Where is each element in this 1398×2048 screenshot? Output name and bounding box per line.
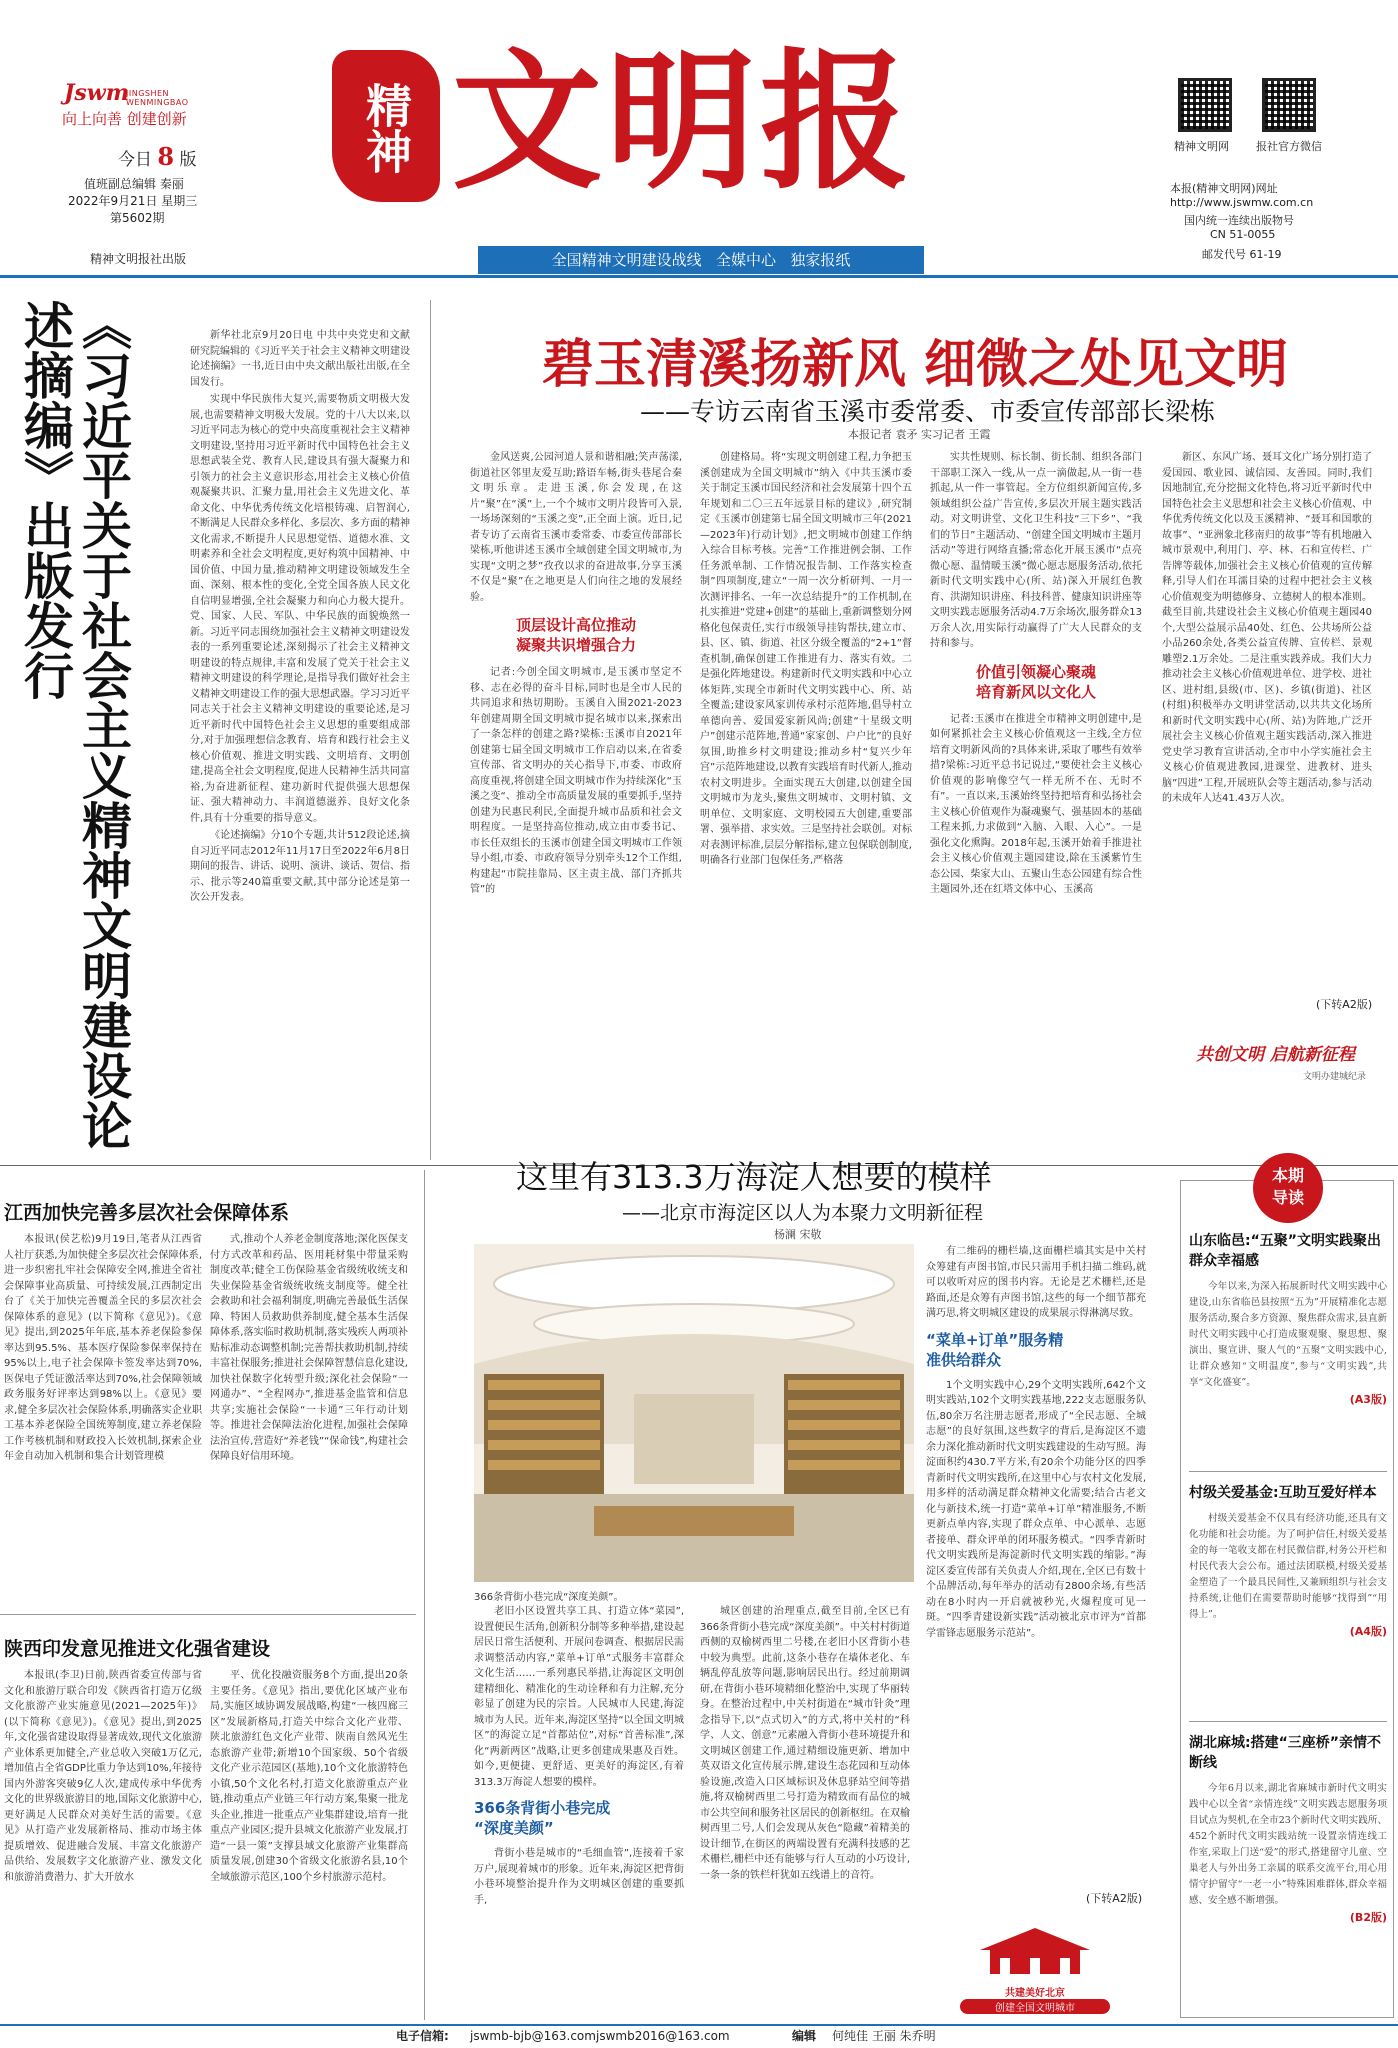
qr-label-website: 精神文明网 [1174,140,1229,153]
jiangxi-col-2: 式,推动个人养老金制度落地;深化医保支付方式改革和药品、医用耗材集中带量采购制度改革;健全工伤保险基金省级统收统支和失业保险基金省级统收统支制度等。健全社会救助和社会福利制度,明确完善最低生活保障、特困人员救助供养制度,健全基本生活保障体系,落实临时救助机制,落实残疾人两项补贴标准动态调整机制;完善帮扶救助机制,持续丰富社保服务;推进社会保障智慧信息化建设,加快社保数字化转型升级;深化社会保险“一网通办”、“全程网办”,推进基金监管和信息共享;实施社会保险“一卡通”三年行动计划等。推进社会保障法治化进程,加强社会保障法治宣传,营造好“养老钱”“保命钱”,构建社会保障良好信用环境。 [210,1234,408,1462]
lead-headline: 碧玉清溪扬新风 细微之处见文明 [541,334,1289,395]
haidian-col-2: 城区创建的治理重点,截至目前,全区已有366条背街小巷完成“深度美颜”。中关村村街道西侧的双榆树西里二号楼,在老旧小区背街小巷中较为典型。此前,这条小巷存在墙体老化、车辆乱停乱放等问题,影响居民出行。经过前期调研,在背街小巷环境精细化整治中,实现了华丽转身。在整治过程中,中关村街道在“城市针灸”理念指导下,以“点式切入”的方式,将中关村的“科学、人文、创意”元素融入背街小巷环境提升和文明城区创建工作,通过精细设施更新、增加中英双语文化宣传展示牌,建设生态花园和互动体验设施,改造入口区域标识及休息驿站空间等措施,将双榆树西里二号打造为精致而有品位的城市公共空间和服务社区居民的创新枢纽。在双榆树西里二号,人们会发现从灰色“隐藏”着精美的设计细节,在街区的两端设置有充满科技感的艺术栅栏,栅栏中还有能够与行人互动的小巧设计,一条一条的铁栏杆犹如五线谱上的音符。 [700,1606,910,1881]
footer-editors: 何纯佳 王丽 朱乔明 [832,2029,936,2043]
lead-col-4: 新区、东风广场、聂耳文化广场分别打造了爱国园、歌业园、诚信园、友善园。同时,我们因地制宜,充分挖掘文化特色,将习近平新时代中国特色社会主义思想和社会主义核心价值观、中华优秀传统文化以及玉溪精神、“聂耳和国歌的故事”、“亚洲象北移南归的故事”等有机地融入城市景观中,利用门、亭、林、石和宣传栏、广告牌等载体,加强社会主义核心价值观的宣传解释,引导人们在耳濡目染的过程中把社会主义核心价值观变为明德修身、立德树人的根本准则。截至目前,共建设社会主义核心价值观主题园40个,大型公益展示品40处、红色、公共场所公益小品260余处,各类公益宣传牌、宣传栏、景观雕塑2.1万余处。二是注重实践养成。我们大力推动社会主义核心价值观进单位、进学校、进社区、进村组,县级(市、区)、乡镇(街道)、社区(村组)积极举办文明讲堂活动,以共共文化场所和新时代文明实践中心(所、站)为阵地,广泛开展社会主义核心价值观主题实践活动,深入推进党史学习教育宣讲活动,全市中小学实施社会主义核心价值观进教园,进课堂、进教材、进头脑”四进”工程,开展班队会等主题活动,参与活动的未成年人达41.43万人次。 [1162,452,1372,804]
website-url[interactable]: http://www.jswmw.com.cn [1170,196,1314,209]
issue-number: 第5602期 [110,211,165,225]
newspaper-logo-small [64,80,234,108]
library-illustration [474,1244,914,1582]
slogan: 向上向善 创建创新 [62,110,187,128]
footer [0,2024,1398,2048]
lead-col-1: 金风送爽,公园河道人景和谐相融;笑声荡漾,街道社区邻里友爱互助;路语车畅,街头巷尾合秦文明乐章。走进玉溪,你会发现,在这片“聚”在“溪”上,一个个城市文明片段皆可入景,一场场深刻的“玉溪之变”,正全面上演。近日,记者专访了云南省玉溪市委常委、市委宣传部部长梁栋,听他讲述玉溪市全域创建全国文明城市,为实现“文明之梦”孜孜以求的奋进故事,分享玉溪不仅是“聚”在之地更是人们向往之地的发展经验。 顶层设计高位推动 凝聚共识增强合力 记者:今创全国文明城市,是玉溪市坚定不移、志在必得的奋斗目标,同时也是全市人民的共同追求和热切期盼。玉溪自入围2021-2023年创建周期全国文明城市提名城市以来,探索出了一条怎样的创建之路?梁栋:玉溪市自2021年创建第七届全国文明城市工作启动以来,在省委宣传部、省文明办的关心指导下,市委、市政府高度重视,将创建全国文明城市作为持续深化“玉溪之变“、推动全市高质量发展的重要抓手,坚持创建为民惠民利民,全面提升城市品质和社会文明程度。一是坚持高位推动,成立由市委书记、市长任双组长的玉溪市创建全国文明城市工作领导小组,市委、市政府领导分别牵头12个工作组,构建起“市院挂靠局、区主责主战、部门齐抓共管”的 [470,452,682,895]
banner: 全国精神文明建设战线 全媒中心 独家报纸 [478,246,924,274]
guide-item-body: 村级关爱基金不仅具有经济功能,还具有文化功能和社会功能。为了呵护信任,村级关爱基金的每一笔收支都在村民微信群,村务公开栏和村民代表大会公布。通过法团联模,村级关爱基金塑造了一个最具民间性,又兼顾组织与社会支持系统,让他们在需要帮助时能够“找得到”“用得上”。 [1189,1513,1387,1620]
today-pages: 今日 8 版 [118,142,197,171]
masthead-rule [0,275,1398,278]
duty-editor: 值班副总编辑 秦丽 [84,177,184,191]
footer-email-1[interactable]: jswmb-bjb@163.com [470,2029,596,2043]
left-story-body: 新华社北京9月20日电 中共中央党史和文献研究院编辑的《习近平关于社会主义精神文明建设论述摘编》一书,近日由中央文献出版社出版,在全国发行。 实现中华民族伟大复兴,需要物质文明极大发展,也需要精神文明极大发展。党的十八大以来,以习近平同志为核心的党中央高度重视社会主义精神文明建设,坚持用习近平新时代中国特色社会主义思想武装全党、教育人民,建设具有强大凝聚力和引领力的社会主义意识形态,用社会主义核心价值观凝聚共识、汇聚力量,用社会主义先进文化、革命文化、中华优秀传统文化培根铸魂、启智润心,不断满足人民群众多样化、多层次、多方面的精神文化需求,不断提升人民思想觉悟、道德水准、文明素养和全社会文明程度,更好构筑中国精神、中国价值、中国力量,推动精神文明建设领域发生全面、深刻、根本性的变化,全党全国各族人民文化自信明显增强,全社会凝聚力和向心力极大提升。党、国家、人民、军队、中华民族的面貌焕然一新。习近平同志围绕加强社会主义精神文明建设发表的一系列重要论述,深刻揭示了社会主义精神文明建设的特点规律,丰富和发展了党关于社会主义精神文明建设的科学理论,是指导我们做好社会主义精神文明建设工作的强大思想武器。学习习近平同志关于社会主义精神文明建设的重要论述,是习近平新时代中国特色社会主义思想的重要组成部分,对于加强理想信念教育、培育和践行社会主义核心价值观、推进文明实践、文明培育、文明创建,提高全社会文明程度,促进人民精神生活共同富裕,为奋进新征程、建功新时代提供强大思想保证、强大精神动力、丰润道德滋养、良好文化条件,具有十分重要的指导意义。 《论述摘编》分10个专题,共计512段论述,摘自习近平同志2012年11月17日至2022年6月8日期间的报告、讲话、说明、演讲、谈话、贺信、指示、批示等240篇重要文献,其中部分论述是第一次公开发表。 [190,330,410,903]
title-small: 精神 [359,82,413,174]
section-head-haidian-2: “菜单+订单”服务精 准供给群众 [926,1330,1064,1369]
issue-date: 2022年9月21日 星期三 [68,194,198,208]
title-seal [332,50,440,202]
website-label: 本报(精神文明网)网址 [1170,182,1278,195]
guide-item-ref: (A3版) [1349,1393,1387,1406]
qr-code-wechat[interactable] [1262,78,1316,132]
haidian-col-1: 老旧小区设置共享工具、打造立体“菜园”,设置便民生活角,创新积分制等多种举措,建设起居民日常生活便利、开展问卷调查、根据居民需求调整活动内容,“菜单+订单”式服务丰富群众文化生活……一系列惠民举措,让海淀区文明创建精细化、精准化的生动诠释和有力注解,充分彰显了创建为民的宗旨。人民城市人民建,海淀城市为人民。近年来,海淀区坚持“以全国文明城区”的海淀立足“首都站位”,对标“首善标准”,深化“两新两区”战略,让更多创建成果惠及百姓。如今,更便捷、更舒适、更美好的海淀区,有着313.3万海淀人想要的模样。 366条背街小巷完成 “深度美颜” 背街小巷是城市的“毛细血管”,连接着千家万户,展现着城市的形象。近年来,海淀区把背街小巷环境整治提升作为文明城区创建的重要抓手, [474,1606,684,1906]
divider [430,300,431,1160]
tiananmen-icon [960,1920,1110,1980]
shaanxi-headline: 陕西印发意见推进文化强省建设 [4,1638,271,1660]
lead-continue: (下转A2版) [1316,998,1373,1011]
guide-item-title: 湖北麻城:搭建“三座桥”亲情不断线 [1189,1735,1382,1771]
haidian-subheadline: ——北京市海淀区以人为本聚力文明新征程 [622,1202,984,1224]
divider [0,1614,416,1615]
shaanxi-col-2: 平、优化投融资服务8个方面,提出20条主要任务。《意见》指出,要优化区域产业布局,实施区域协调发展战略,构建“一核四廊三区”发展新格局,打造关中综合文化产业带、陕北旅游红色文化产业带、陕南自然风光生态旅游产业带;新增10个国家级、50个省级文化产业示范园区(基地),10个文化旅游特色小镇,50个文化名村,打造文化旅游重点产业链,推动重点产业链三年行动方案,集聚一批龙头企业,推进一批重点产业集群建设,培育一批重点产业园区;提升县城文化旅游产业发展,打造“一县一策”支撑县域文化旅游产业集群高质量发展,创建30个省级文化旅游名县,10个全域旅游示范区,100个乡村旅游示范村。 [210,1670,408,1883]
postal-code: 邮发代号 61-19 [1202,248,1282,261]
divider [424,1170,425,2020]
logo-mark: Jswm [64,80,130,106]
haidian-byline: 杨澜 宋敬 [774,1228,822,1241]
guide-title-badge: 本期 导读 [1253,1153,1323,1223]
section-head-1: 顶层设计高位推动 凝聚共识增强合力 [515,616,636,654]
beijing-badge: 共建美好北京 创建全国文明城市 [960,1920,1110,2010]
guide-item-ref: (B2版) [1349,1911,1387,1924]
section-head-2: 价值引领凝心聚魂 培育新风以文化人 [975,662,1096,701]
lead-col-3: 实共性规则、标长制、街长制、组织各部门干部职工深入一线,从一点一滴做起,从一街一巷抓起,从一件一事管起。全方位组织新闻宣传,多领域组织公益广告宣传,多层次开展主题实践活动。对文明讲堂、文化卫生科技“三下乡”、“我们的节日”主题活动、“创建全国文明城市主题月活动”等进行网络直播;常态化开展玉溪市“点亮微心愿、温情暖玉溪”微心愿志愿服务活动,依托新时代文明实践中心(所、站)深入开展红色教育、洪湖知识讲座、科技科普、健康知识讲座等文明实践志愿服务活动4.7万余场次,服务群众13万余人次,用实际行动赢得了广大人民群众的支持和参与。 价值引领凝心聚魂 培育新风以文化人 记者:玉溪市在推进全市精神文明创建中,是如何紧抓社会主义核心价值观这一主线,全方位培育文明新风尚的?具体来讲,采取了哪些有效举措?梁栋:习近平总书记说过,“要使社会主义核心价值观的影响像空气一样无所不在、无时不有”。一直以来,玉溪始终坚持把培育和弘扬社会主义核心价值观作为凝魂聚气、强基固本的基础工程来抓,力求做到“入脑、入眼、入心”。一是强化文化熏陶。2018年起,玉溪开始着手推进社会主义核心价值观主题园建设,除在玉溪紫竹生态公园、柴家大山、五聚山生态公园建有综合性主题园外,还在红塔文体中心、玉溪高 [930,452,1142,895]
divider [1189,1721,1387,1722]
haidian-col-3: 有二维码的栅栏墙,这面栅栏墙其实是中关村众筹建有声图书馆,市民只需用手机扫描二维码,就可以收听对应的图书内容。无论是艺术栅栏,还是路面,还是众筹有声图书馆,这些的每一个细节都充满巧思,将文明城区建设的成果展示得淋漓尽致。 “菜单+订单”服务精 准供给群众 1个文明实践中心,29个文明实践所,642个文明实践站,102个文明实践基地,222支志愿服务队伍,80余万名注册志愿者,形成了“全民志愿、全城志愿”的良好氛围,这些数字的背后,是海淀区不遗余力深化推动新时代文明实践建设的生动写照。海淀面积约430.7平方米,有20余个功能分区的四季青新时代文明实践所,在这里中心与农村文化发展,用多样的活动满足群众精神文化需要;结合古老文化与新技术,统一打造“菜单+订单”精准服务,不断更新点单内容,实现了群众点单、中心派单、志愿者接单、群众评单的闭环服务模式。“四季青新时代文明实践所是海淀新时代文明实践的缩影。”海淀区委宣传部有关负责人介绍,现在,全区已有数十个品牌活动,每年举办的活动有2800余场,有些活动在8小时内一开启就被秒光,火爆程度可见一斑。“四季青建设新实践”活动被北京市评为“首都学雷锋志愿服务示范站”。 [926,1246,1146,1639]
footer-email-2[interactable]: jswmb2016@163.com [596,2029,730,2043]
footer-editor-label: 编辑 [792,2029,817,2043]
jiangxi-col-1: 本报讯(侯艺松)9月19日,笔者从江西省人社厅获悉,为加快健全多层次社会保障体系,进一步织密扎牢社会保障安全网,推进全省社会保障事业高质量、可持续发展,江西制定出台了《关于加快完善覆盖全民的多层次社会保障体系的意见》(以下简称《意见》)。《意见》提出,到2025年年底,基本养老保险参保率达到95.5%、基本医疗保险参保率保持在95%以上,电子社会保障卡签发率达到70%,医保电子凭证激活率达到70%,社会保障领域政务服务好评率达到98%以上。《意见》要求,健全多层次社会保险体系,明确落实企业职工基本养老保险全国统筹制度,建立养老保险工作考核机制和财政投入长效机制,探索企业年金自动加入机制和集合计划管理模 [4,1234,202,1462]
guide-item-body: 今年以来,为深入拓展新时代文明实践中心建设,山东省临邑县按照“五为”开展精准化志愿服务活动,聚合多方资源、聚焦群众需求,县直新时代文明实践中心打造成聚观聚、聚思想、聚演出、聚宣讲、聚人气的“五聚”文明实践中心,让群众感知“文明温度”,参与“文明实践”,共享“文化盛宴”。 [1189,1281,1387,1388]
masthead [0,0,1398,270]
divider [1189,1471,1387,1472]
guide-item-body: 今年6月以来,湖北省麻城市新时代文明实践中心以全省“亲情连线”文明实践志愿服务项目试点为契机,在全市23个新时代文明实践所、452个新时代文明实践站统一设置亲情连线工作室,采取上门送“爱”的形式,搭建留守儿童、空巢老人与外出务工亲属的联系交流平台,用心用情守护留守“一老一小”特殊困难群体,群众幸福感、安全感不断增强。 [1189,1783,1387,1906]
logo-pinyin: JINGSHEN WENMINGBAO [126,89,189,107]
guide-box [1180,1166,1394,2018]
qr-label-wechat: 报社官方微信 [1256,140,1322,153]
cn-label: 国内统一连续出版物号 [1184,214,1294,227]
footer-email-label: 电子信箱: [396,2029,449,2043]
section-head-haidian-1: 366条背街小巷完成 “深度美颜” [474,1799,611,1837]
haidian-headline: 这里有313.3万海淀人想要的模样 [516,1158,992,1196]
guide-item[interactable] [1189,1483,1387,1639]
publisher: 精神文明报社出版 [90,252,187,266]
title-main: 文明报 [452,34,915,210]
photo-caption: 366条背街小巷完成“深度美颜”。 [474,1592,624,1603]
left-story-headline: 《习近平关于社会主义精神文明建设论述摘编》出版发行 [16,300,133,1150]
shaanxi-col-1: 本报讯(李卫)日前,陕西省委宣传部与省文化和旅游厅联合印发《陕西省打造万亿级文化旅游产业实施意见(2021—2025年)》(以下简称《意见》)。《意见》提出,到2025年,文化强省建设取得显著成效,现代文化旅游产业体系更加健全,产业总收入突破1万亿元,增加值占全省GDP比重力争达到10%,年接待国内外游客突破9亿人次,建成传承中华优秀文化的世界级旅游目的地,国际文化旅游中心,更好满足人民群众对美好生活的需要。《意见》从打造产业发展新格局、推动市场主体提质增效、促进融合发展、丰富文化旅游产品供给、发展数字文化旅游产业、激发文化和旅游消费潜力、扩大开放水 [4,1670,202,1883]
guide-item[interactable] [1189,1231,1387,1407]
cn-number: CN 51-0055 [1210,228,1276,241]
guide-item[interactable] [1189,1733,1387,1925]
lead-col-2: 创建格局。将“实现文明创建工程,力争把玉溪创建成为全国文明城市”纳入《中共玉溪市委关于制定玉溪市国民经济和社会发展第十四个五年规划和二〇三五年远景目标的建议》,研究制定《玉溪市创建第七届全国文明城市三年(2021—2023年)行动计划》,把文明城市创建工作纳入综合目标考核。完善“工作推进例会制、工作任务派单制、工作情况报告制、工作落实检查制”四项制度,建立“一周一次分析研判、一月一次测评排名、一年一次总结提升”的工作机制,在扎实推进“党建+创建”的基础上,重新调整划分网格化包保责任,实行市级领导挂钩帮扶,建立市、县、区、镇、街道、社区分级全覆盖的“2+1”督查机制,确保创建工作推进有力、落实有效。二是强化阵地建设。构建新时代文明实践和中心立体矩阵,实现全市新时代文明实践中心、所、站全覆盖;建设家风家训传承村示范阵地,倡导村立单德向善、爱国爱家新风尚;创建“十星级文明户”创建示范阵地,普通“家家创、户户比”的良好氛围,助推乡村文明建设;推动乡村“复兴少年宫”示范阵地建设,以教育实践培育时代新人,推动农村文明进步。全面实现五大创建,以创建全国文明城市为龙头,聚焦文明城市、文明村镇、文明单位、文明家庭、文明校园五大创建,重要部署、强举措、求实效。三是坚持社会联创。对标对表测评标准,层层分解指标,建立包保联创制度,明确各行业部门包保任务,严格落 [700,452,912,866]
guide-item-title: 村级关爱基金:互助互爱好样本 [1189,1485,1377,1501]
guide-item-ref: (A4版) [1349,1625,1387,1638]
qr-code-website[interactable] [1178,78,1232,132]
lead-byline: 本报记者 袁矛 实习记者 王霞 [848,428,991,441]
campaign-logo: 共创文明 启航新征程 文明办建城纪录 [1196,1045,1366,1082]
jiangxi-headline: 江西加快完善多层次社会保障体系 [4,1202,290,1224]
lead-subheadline: ——专访云南省玉溪市委常委、市委宣传部部长梁栋 [640,397,1216,426]
guide-item-title: 山东临邑:“五聚”文明实践聚出群众幸福感 [1189,1233,1382,1269]
haidian-continue: (下转A2版) [1086,1892,1143,1905]
library-photo [474,1244,914,1582]
